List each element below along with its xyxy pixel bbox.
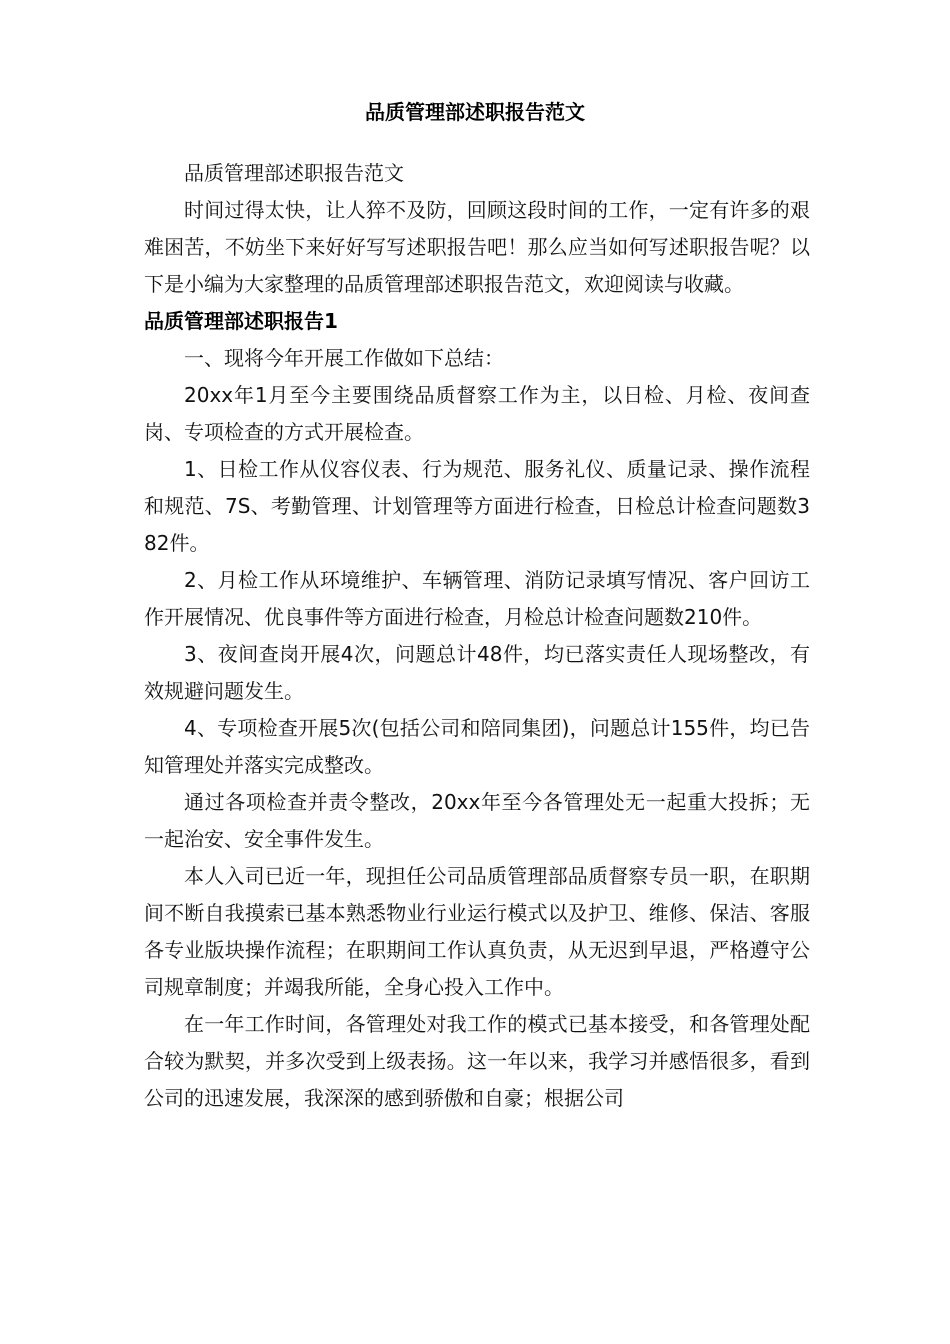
paragraph: 20xx年1月至今主要围绕品质督察工作为主，以日检、月检、夜间查岗、专项检查的方式开展检查。 (144, 383, 810, 444)
paragraph: 通过各项检查并责令整改，20xx年至今各管理处无一起重大投拆；无一起治安、安全事件发生。 (144, 790, 810, 851)
paragraph: 一、现将今年开展工作做如下总结： (184, 346, 504, 370)
document-body (144, 155, 810, 1117)
paragraph: 在一年工作时间，各管理处对我工作的模式已基本接受，和各管理处配合较为默契，并多次受到上级表扬。这一年以来，我学习并感悟很多，看到公司的迅速发展，我深深的感到骄傲和自豪；根据公司 (144, 1012, 810, 1110)
paragraph: 1、日检工作从仪容仪表、行为规范、服务礼仪、质量记录、操作流程和规范、7S、考勤管理、计划管理等方面进行检查，日检总计检查问题数382件。 (144, 457, 810, 555)
section-heading: 品质管理部述职报告1 (144, 309, 338, 333)
paragraph: 3、夜间查岗开展4次，问题总计48件，均已落实责任人现场整改，有效规避问题发生。 (144, 642, 810, 703)
paragraph: 4、专项检查开展5次(包括公司和陪同集团)，问题总计155件，均已告知管理处并落实完成整改。 (144, 716, 810, 777)
paragraph: 时间过得太快，让人猝不及防，回顾这段时间的工作，一定有许多的艰难困苦，不妨坐下来好好写写述职报告吧！那么应当如何写述职报告呢？以下是小编为大家整理的品质管理部述职报告范文，欢迎阅读与收藏。 (144, 198, 810, 296)
paragraph: 本人入司已近一年，现担任公司品质管理部品质督察专员一职，在职期间不断自我摸索已基本熟悉物业行业运行模式以及护卫、维修、保洁、客服各专业版块操作流程；在职期间工作认真负责，从无迟到早退，严格遵守公司规章制度；并竭我所能，全身心投入工作中。 (144, 864, 810, 999)
paragraph: 2、月检工作从环境维护、车辆管理、消防记录填写情况、客户回访工作开展情况、优良事件等方面进行检查，月检总计检查问题数210件。 (144, 568, 810, 629)
paragraph: 品质管理部述职报告范文 (184, 161, 404, 185)
document-title: 品质管理部述职报告范文 (365, 100, 585, 124)
